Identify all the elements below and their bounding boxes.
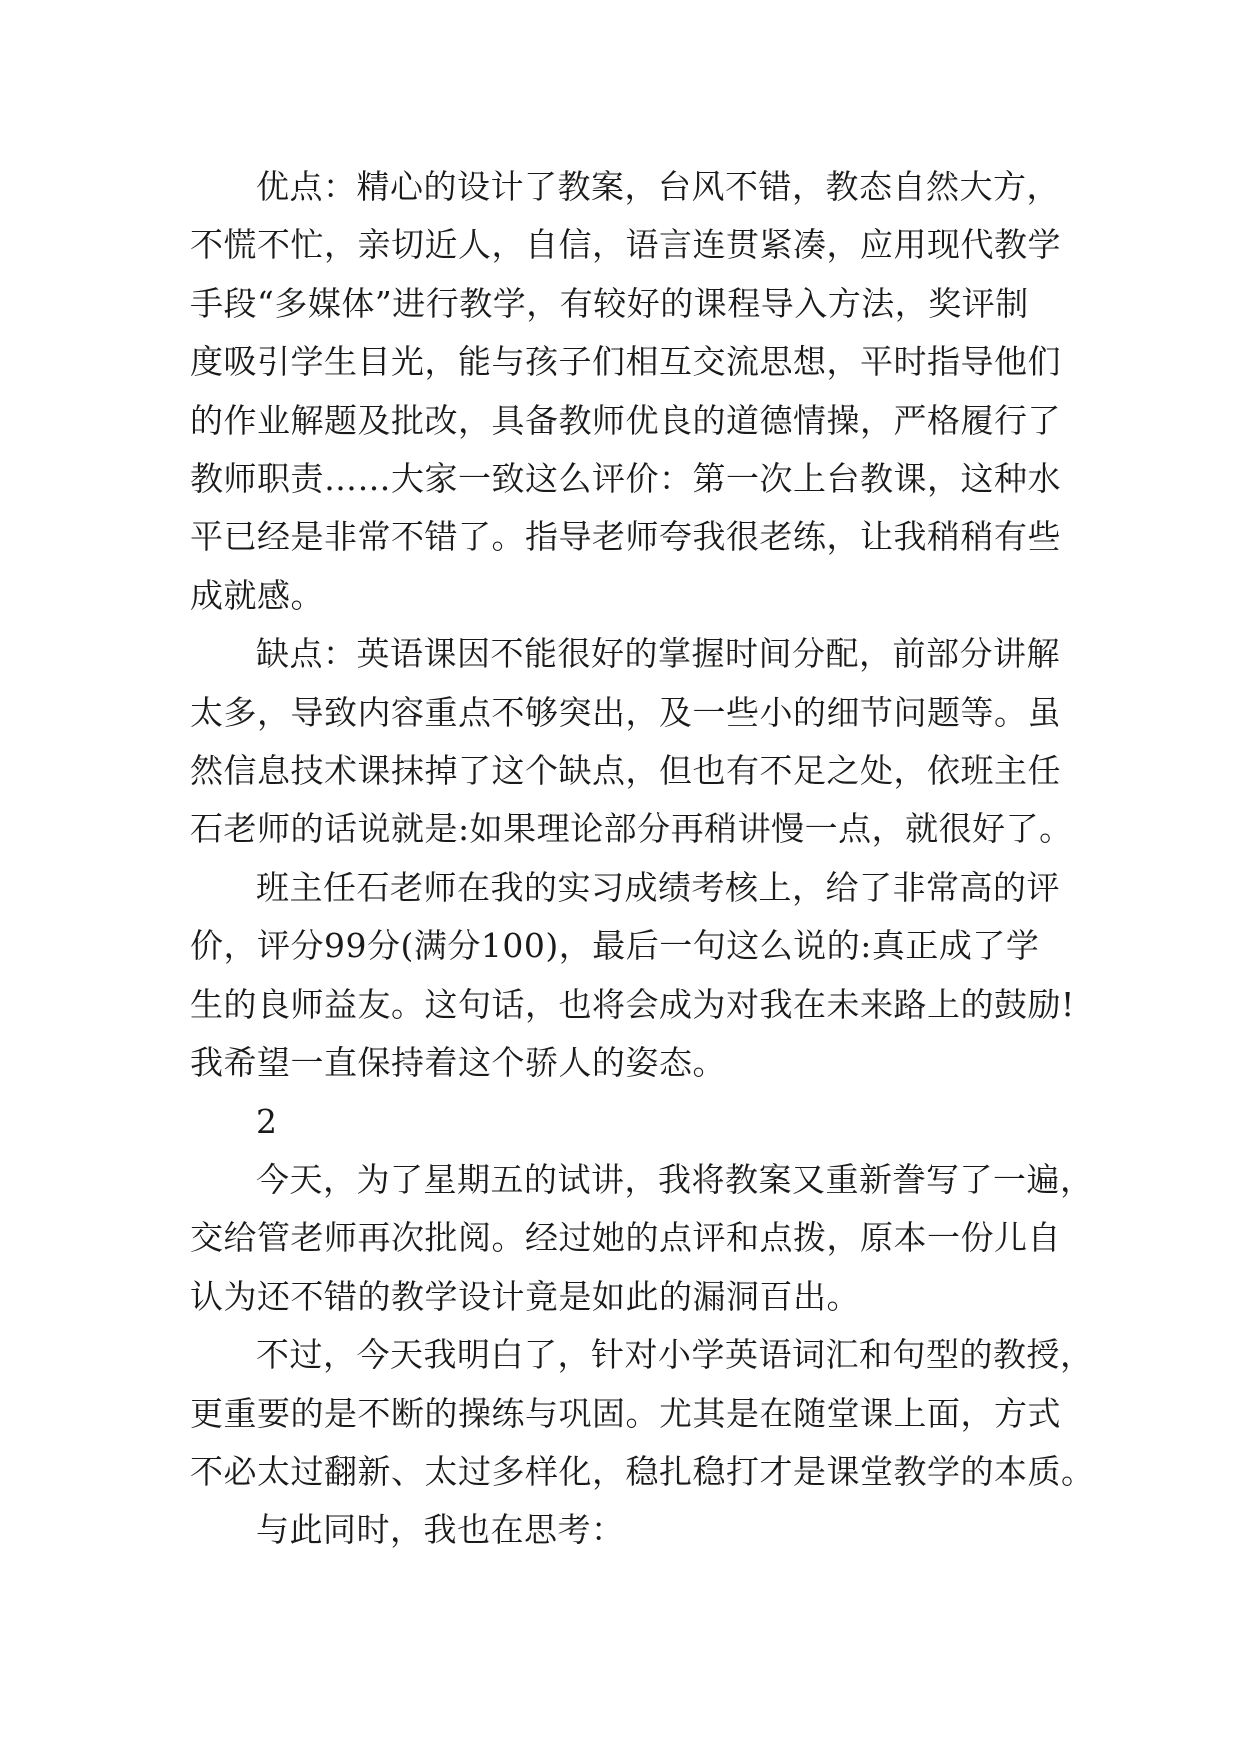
text-line: 太多，导致内容重点不够突出，及一些小的细节问题等。虽: [190, 692, 1061, 732]
text-line: 不过，今天我明白了，针对小学英语词汇和句型的教授，: [256, 1335, 1094, 1375]
text-line: 班主任石老师在我的实习成绩考核上，给了非常高的评: [256, 867, 1060, 907]
text-line: 石老师的话说就是:如果理论部分再稍讲慢一点，就很好了。: [190, 809, 1073, 849]
paragraph-weaknesses: [190, 625, 1073, 859]
text-line: 我希望一直保持着这个骄人的姿态。: [190, 1043, 726, 1083]
text-line: 不慌不忙，亲切近人，自信，语言连贯紧凑，应用现代教学: [190, 225, 1061, 265]
text-line: 优点：精心的设计了教案，台风不错，教态自然大方，: [256, 167, 1060, 206]
text-line: 平已经是非常不错了。指导老师夸我很老练，让我稍稍有些: [190, 517, 1061, 557]
text-line: 然信息技术课抹掉了这个缺点，但也有不足之处，依班主任: [190, 751, 1061, 791]
text-line: 缺点：英语课因不能很好的掌握时间分配，前部分讲解: [256, 634, 1060, 674]
text-line: 生的良师益友。这句话，也将会成为对我在未来路上的鼓励!: [190, 984, 1075, 1024]
text-line: 度吸引学生目光，能与孩子们相互交流思想，平时指导他们: [190, 342, 1061, 382]
text-line: 认为还不错的教学设计竟是如此的漏洞百出。: [190, 1276, 860, 1316]
text-line: 更重要的是不断的操练与巩固。尤其是在随堂课上面，方式: [190, 1393, 1061, 1433]
paragraph-insight: [190, 1326, 1095, 1501]
text-line: 今天，为了星期五的试讲，我将教案又重新誊写了一遍，: [256, 1159, 1094, 1199]
paragraph-reflection: [190, 1501, 1070, 1559]
paragraph-strengths: [190, 158, 1070, 625]
text-line: 成就感。: [190, 575, 324, 615]
paragraph-lesson-plan: [190, 1151, 1094, 1326]
text-line: 与此同时，我也在思考：: [256, 1510, 625, 1550]
document-body: [190, 158, 1095, 1560]
section-number: [190, 1093, 1070, 1151]
text-line: 交给管老师再次批阅。经过她的点评和点拨，原本一份儿自: [190, 1218, 1061, 1258]
text-line: 2: [256, 1101, 278, 1141]
paragraph-evaluation: [190, 859, 1075, 1093]
text-line: 的作业解题及批改，具备教师优良的道德情操，严格履行了: [190, 400, 1061, 440]
text-line: 不必太过翻新、太过多样化，稳扎稳打才是课堂教学的本质。: [190, 1451, 1095, 1491]
text-line: 教师职责……大家一致这么评价：第一次上台教课，这种水: [190, 459, 1061, 499]
text-line: 手段“多媒体”进行教学，有较好的课程导入方法，奖评制: [190, 283, 1029, 323]
text-line: 价，评分99分(满分100)，最后一句这么说的:真正成了学: [190, 926, 1040, 966]
